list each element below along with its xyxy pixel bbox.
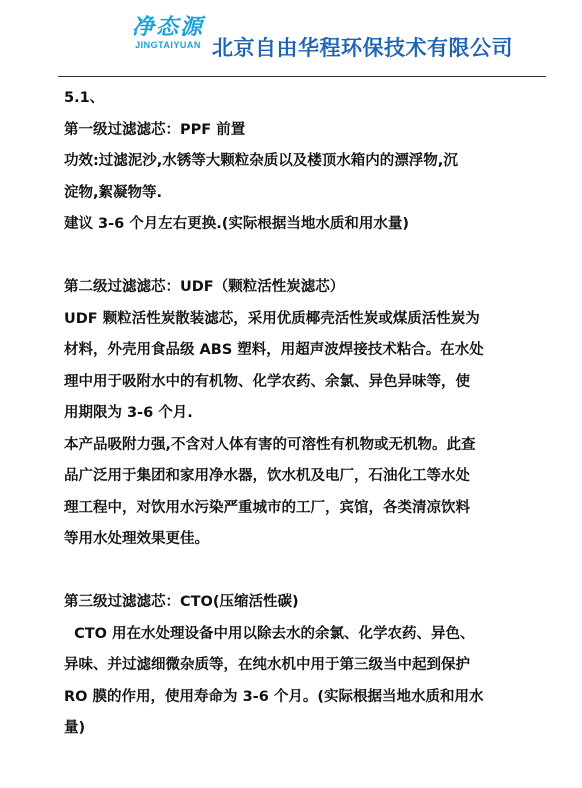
logo-chinese-text: 净态源 bbox=[131, 14, 204, 40]
stage3-line: 量) bbox=[64, 720, 86, 736]
stage2-line: 品广泛用于集团和家用净水器，饮水机及电厂，石油化工等水处 bbox=[64, 468, 470, 484]
company-name: 北京自由华程环保技术有限公司 bbox=[212, 36, 513, 60]
paragraph-gap bbox=[64, 241, 544, 273]
section-number: 5.1、 bbox=[64, 90, 105, 106]
stage2-line: 等用水处理效果更佳。 bbox=[64, 531, 209, 547]
stage1-title: 第一级过滤滤芯：PPF 前置 bbox=[64, 121, 246, 138]
stage1-line: 淀物,絮凝物等. bbox=[64, 184, 163, 201]
document-body bbox=[64, 83, 544, 745]
stage2-line: 材料，外壳用食品级 ABS 塑料，用超声波焊接技术粘合。在水处 bbox=[64, 342, 484, 358]
header-divider bbox=[58, 76, 546, 77]
stage3-line: 异味、并过滤细微杂质等，在纯水机中用于第三级当中起到保护 bbox=[64, 657, 470, 673]
logo-english-text: JINGTAIYUAN bbox=[135, 40, 201, 50]
paragraph-gap bbox=[64, 556, 544, 588]
stage2-line: 理工程中，对饮用水污染严重城市的工厂，宾馆，各类清凉饮料 bbox=[64, 499, 470, 516]
stage2-line: 用期限为 3-6 个月. bbox=[64, 405, 193, 421]
stage3-line: CTO 用在水处理设备中用以除去水的余氯、化学农药、异色、 bbox=[64, 625, 475, 642]
page-header bbox=[0, 0, 582, 80]
stage1-line: 建议 3-6 个月左右更换.(实际根据当地水质和用水量) bbox=[64, 216, 410, 232]
stage1-line: 功效:过滤泥沙,水锈等大颗粒杂质以及楼顶水箱内的漂浮物,沉 bbox=[64, 153, 458, 169]
stage3-line: RO 膜的作用，使用寿命为 3-6 个月。(实际根据当地水质和用水 bbox=[64, 688, 484, 705]
stage3-title: 第三级过滤滤芯：CTO(压缩活性碳) bbox=[64, 594, 299, 610]
stage2-line: 理中用于吸附水中的有机物、化学农药、余氯、异色异味等，使 bbox=[64, 373, 470, 390]
stage2-line: 本产品吸附力强,不含对人体有害的可溶性有机物或无机物。此查 bbox=[64, 436, 476, 453]
stage2-line: UDF 颗粒活性炭散装滤芯，采用优质椰壳活性炭或煤质活性炭为 bbox=[64, 310, 480, 327]
stage2-title: 第二级过滤滤芯：UDF（颗粒活性炭滤芯） bbox=[64, 279, 345, 295]
company-logo bbox=[128, 14, 208, 58]
